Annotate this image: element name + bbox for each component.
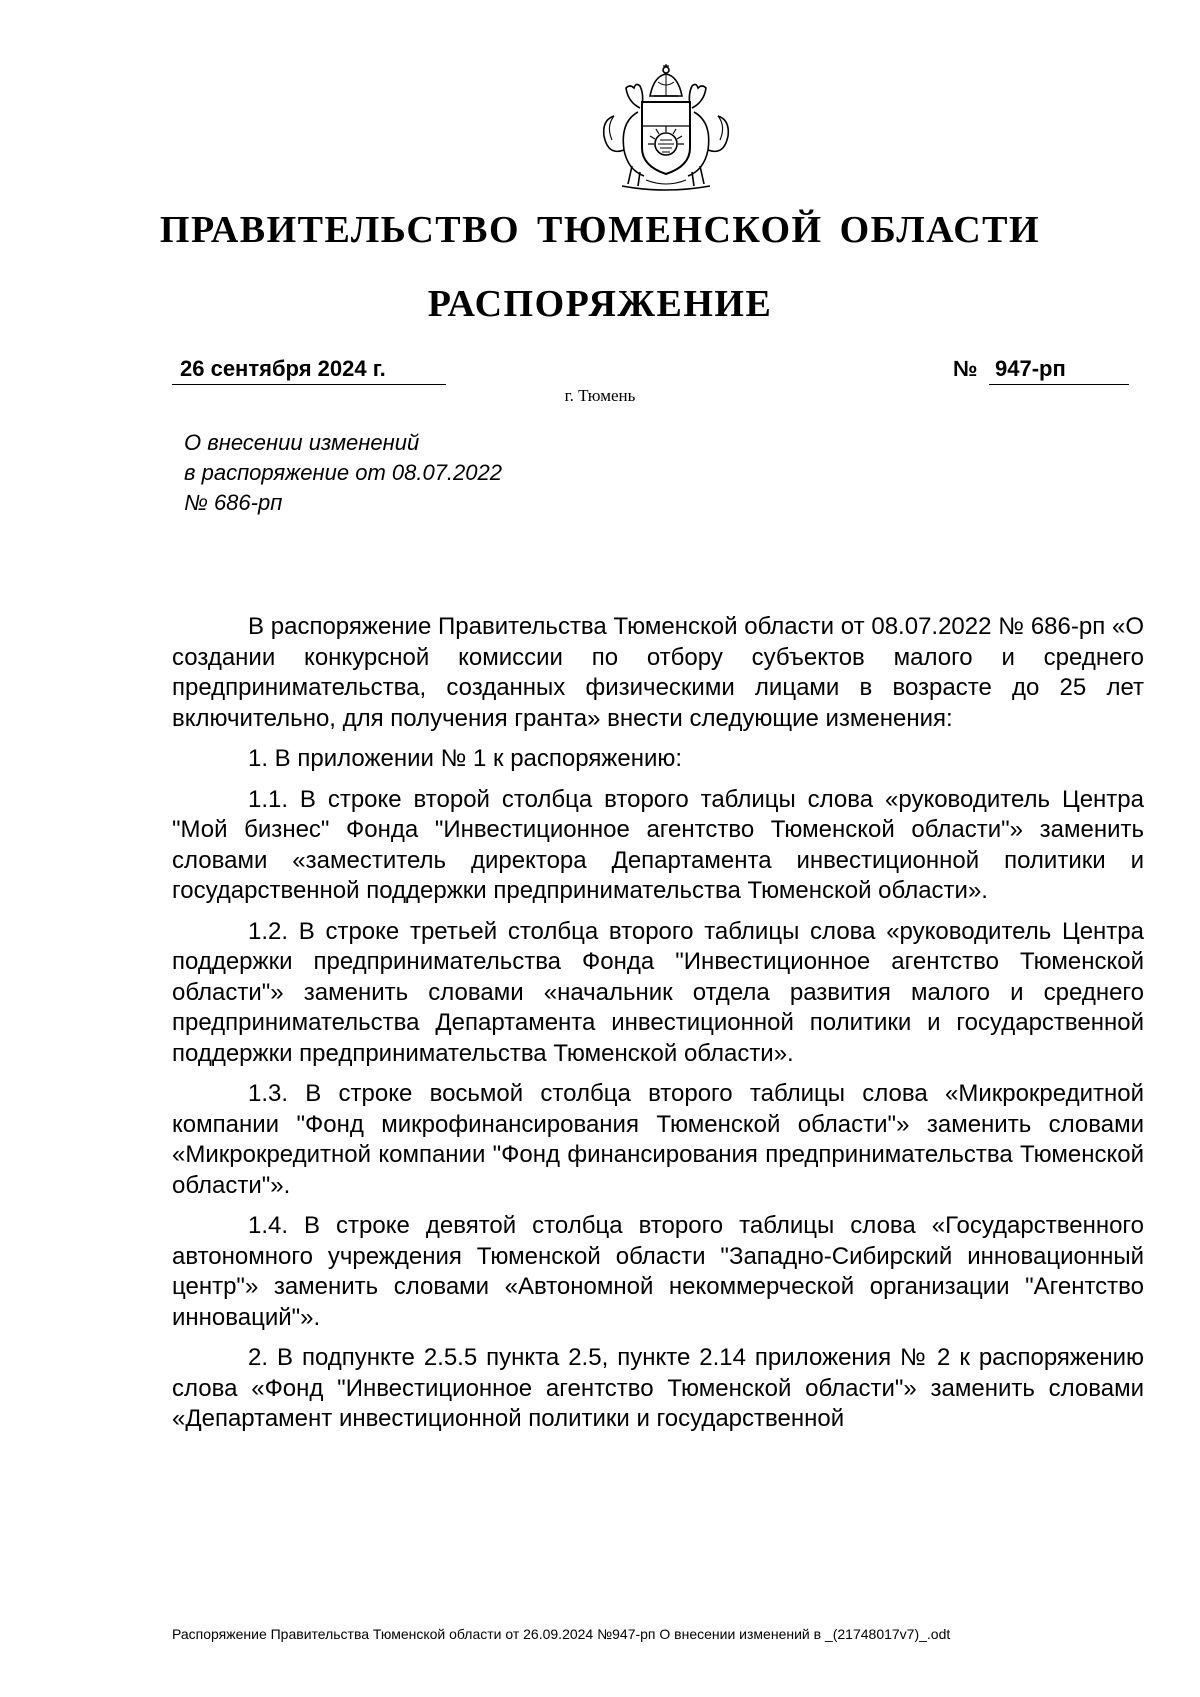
body-paragraph: 1.1. В строке второй столбца второго таблицы слова «руководитель Центра "Мой бизнес" Фонда "Инвестиционное агентство Тюменской области"» заменить словами «заместитель директора Департамента инвестиционной политики и государственной поддержки предпринимательства Тюменской области». <box>172 785 1144 904</box>
page-footer: Распоряжение Правительства Тюменской области от 26.09.2024 №947-рп О внесении изменений в _(21748017v7)_.odt <box>172 1626 951 1642</box>
body-paragraph: 1.4. В строке девятой столбца второго таблицы слова «Государственного автономного учреждения Тюменской области "Западно-Сибирский инновационный центр"» заменить словами «Автономной некоммерческой организации "Агентство инноваций"». <box>172 1212 1144 1331</box>
body-paragraph: 1.2. В строке третьей столбца второго таблицы слова «руководитель Центра поддержки предпринимательства Фонда "Инвестиционное агентство Тюменской области"» заменить словами «начальник отдела развития малого и среднего предпринимательства Департамента инвестиционной политики и государственной поддержки предпринимательства Тюменской области». <box>172 917 1144 1067</box>
body-paragraph: В распоряжение Правительства Тюменской области от 08.07.2022 № 686-рп «О создании конкурсной комиссии по отбору субъектов малого и среднего предпринимательства, созданных физическими лицами в возрасте до 25 лет включительно, для получения гранта» внести следующие изменения: <box>172 613 1144 732</box>
document-date: 26 сентября 2024 г. <box>180 356 386 381</box>
body-paragraph: 1. В приложении № 1 к распоряжению: <box>248 745 683 772</box>
document-number: 947-рп <box>995 356 1066 381</box>
body-paragraph: 2. В подпункте 2.5.5 пункта 2.5, пункте 2.14 приложения № 2 к распоряжению слова «Фонд "Инвестиционное агентство Тюменской области"» заменить словами «Департамент инвестиционной политики и государственной <box>172 1344 1144 1432</box>
coat-of-arms-icon <box>594 62 738 194</box>
subject-line: О внесении изменений <box>184 430 420 455</box>
government-title: ПРАВИТЕЛЬСТВО ТЮМЕНСКОЙ ОБЛАСТИ <box>159 209 1041 251</box>
subject-line: № 686-рп <box>184 490 283 515</box>
number-sign: № <box>953 356 978 381</box>
document-type: РАСПОРЯЖЕНИЕ <box>427 283 773 325</box>
subject-line: в распоряжение от 08.07.2022 <box>184 460 502 485</box>
document-subject <box>184 428 604 518</box>
document-city: г. Тюмень <box>564 386 636 405</box>
body-paragraph: 1.3. В строке восьмой столбца второго таблицы слова «Микрокредитной компании "Фонд микрофинансирования Тюменской области"» заменить словами «Микрокредитной компании "Фонд финансирования предпринимательства Тюменской области"». <box>172 1080 1144 1199</box>
document-number-underline <box>989 354 1129 385</box>
document-body <box>172 612 1144 1445</box>
document-date-field <box>172 354 446 385</box>
